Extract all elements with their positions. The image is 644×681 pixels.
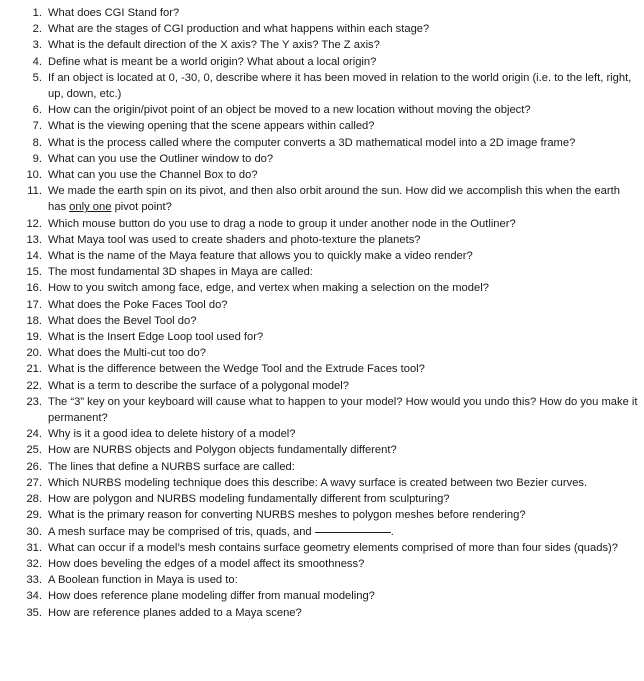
question-number: 3. [32, 39, 42, 52]
question-text: How are reference planes added to a Maya scene? [48, 606, 302, 619]
question-text: What does the Poke Faces Tool do? [48, 298, 228, 311]
question-number: 14. [26, 250, 42, 263]
question-text: How to you switch among face, edge, and vertex when making a selection on the model? [48, 282, 489, 295]
question-number: 17. [26, 298, 42, 311]
question-text: What can you use the Channel Box to do? [48, 169, 258, 182]
question-text: What does CGI Stand for? [48, 7, 180, 19]
question-text: What Maya tool was used to create shaders and photo-texture the planets? [48, 233, 421, 246]
question-number: 2. [32, 23, 42, 36]
question-text: The most fundamental 3D shapes in Maya are called: [48, 266, 313, 279]
question-number: 1. [32, 7, 42, 19]
question-item [16, 442, 638, 458]
question-item [16, 540, 638, 556]
question-text: If an object is located at 0, -30, 0, describe where it has been moved in relation to the world origin (i.e. to the left, right, up, down, etc.) [48, 71, 632, 101]
question-number: 15. [26, 266, 42, 279]
question-number: 27. [26, 476, 42, 489]
question-item [16, 21, 638, 37]
question-number: 23. [26, 395, 42, 408]
question-number: 31. [26, 541, 42, 554]
question-item [16, 426, 638, 442]
question-number: 34. [26, 590, 42, 603]
question-item [16, 329, 638, 345]
question-number: 32. [26, 557, 42, 570]
question-number: 7. [32, 120, 42, 133]
question-text: Which NURBS modeling technique does this describe: A wavy surface is created between two Bezier curves. [48, 476, 588, 489]
question-item [16, 183, 638, 215]
question-list [16, 5, 638, 621]
question-text: What does the Bevel Tool do? [48, 314, 197, 327]
question-text: What is the primary reason for converting NURBS meshes to polygon meshes before rendering? [48, 509, 526, 522]
question-number: 24. [26, 428, 42, 441]
question-number: 11. [27, 185, 42, 198]
question-text: How are NURBS objects and Polygon objects fundamentally different? [48, 444, 397, 457]
question-text: The “3” key on your keyboard will cause what to happen to your model? How would you undo this? How do you make it permanent? [48, 395, 638, 425]
question-text [48, 183, 638, 215]
question-item [16, 216, 638, 232]
question-text: Which mouse button do you use to drag a node to group it under another node in the Outliner? [48, 217, 516, 230]
question-item [16, 54, 638, 70]
question-text: What is a term to describe the surface of a polygonal model? [48, 379, 349, 392]
question-number: 16. [26, 282, 42, 295]
question-text: What are the stages of CGI production and what happens within each stage? [48, 23, 430, 36]
question-text: How can the origin/pivot point of an object be moved to a new location without moving the object? [48, 104, 531, 117]
question-number: 29. [26, 509, 42, 522]
question-number: 8. [32, 136, 42, 149]
question-text [48, 524, 638, 540]
question-number: 21. [26, 363, 42, 376]
question-number: 9. [32, 152, 42, 165]
question-text: Define what is meant be a world origin? What about a local origin? [48, 55, 377, 68]
question-text: How are polygon and NURBS modeling fundamentally different from sculpturing? [48, 493, 450, 506]
question-text-part: pivot point? [111, 201, 172, 214]
question-number: 10. [26, 169, 42, 182]
question-item [16, 5, 638, 21]
question-number: 30. [26, 525, 42, 538]
question-number: 5. [32, 71, 42, 84]
question-text: The lines that define a NURBS surface are called: [48, 460, 295, 473]
question-number: 35. [26, 606, 42, 619]
question-number: 4. [32, 55, 42, 68]
question-text: What is the process called where the computer converts a 3D mathematical model into a 2D image frame? [48, 136, 576, 149]
question-text-part: A mesh surface may be comprised of tris, quads, and [48, 525, 315, 538]
fill-in-blank [315, 532, 391, 533]
question-item [16, 524, 638, 540]
question-number: 20. [26, 347, 42, 360]
question-number: 25. [26, 444, 42, 457]
question-number: 26. [26, 460, 42, 473]
question-item [16, 345, 638, 361]
question-item [16, 135, 638, 151]
question-item [16, 507, 638, 523]
question-number: 6. [32, 104, 42, 117]
question-item [16, 475, 638, 491]
question-text: What does the Multi-cut too do? [48, 347, 206, 360]
question-item [16, 102, 638, 118]
question-text-part: We made the earth spin on its pivot, and then also orbit around the sun. How did we accomplish this when the earth has [48, 185, 620, 214]
question-item [16, 394, 638, 426]
question-item [16, 118, 638, 134]
question-item [16, 491, 638, 507]
underlined-emphasis: only one [69, 201, 112, 214]
question-item [16, 378, 638, 394]
question-number: 28. [26, 493, 42, 506]
question-item [16, 605, 638, 621]
question-number: 33. [26, 574, 42, 587]
question-number: 19. [26, 331, 42, 344]
question-item [16, 361, 638, 377]
question-text: What is the name of the Maya feature that allows you to quickly make a video render? [48, 250, 473, 263]
question-item [16, 248, 638, 264]
question-item [16, 37, 638, 53]
question-number: 18. [26, 314, 42, 327]
question-item [16, 313, 638, 329]
question-text: What is the viewing opening that the scene appears within called? [48, 120, 375, 133]
question-number: 13. [26, 233, 42, 246]
question-item [16, 588, 638, 604]
question-item [16, 572, 638, 588]
question-text: How does reference plane modeling differ from manual modeling? [48, 590, 375, 603]
question-text: What can you use the Outliner window to do? [48, 152, 274, 165]
question-item [16, 459, 638, 475]
question-item [16, 264, 638, 280]
question-text: What can occur if a model’s mesh contains surface geometry elements comprised of more than four sides (quads)? [48, 541, 618, 554]
question-number: 12. [26, 217, 42, 230]
question-item [16, 280, 638, 296]
question-item [16, 232, 638, 248]
question-item [16, 556, 638, 572]
question-text: Why is it a good idea to delete history of a model? [48, 428, 296, 441]
question-item [16, 167, 638, 183]
question-text: How does beveling the edges of a model affect its smoothness? [48, 557, 365, 570]
question-item [16, 297, 638, 313]
question-text: A Boolean function in Maya is used to: [48, 574, 238, 587]
question-number: 22. [26, 379, 42, 392]
question-item [16, 70, 638, 102]
question-text: What is the default direction of the X axis? The Y axis? The Z axis? [48, 39, 380, 52]
question-item [16, 151, 638, 167]
question-text: What is the Insert Edge Loop tool used for? [48, 331, 264, 344]
question-text-part: . [390, 525, 394, 538]
question-text: What is the difference between the Wedge Tool and the Extrude Faces tool? [48, 363, 425, 376]
